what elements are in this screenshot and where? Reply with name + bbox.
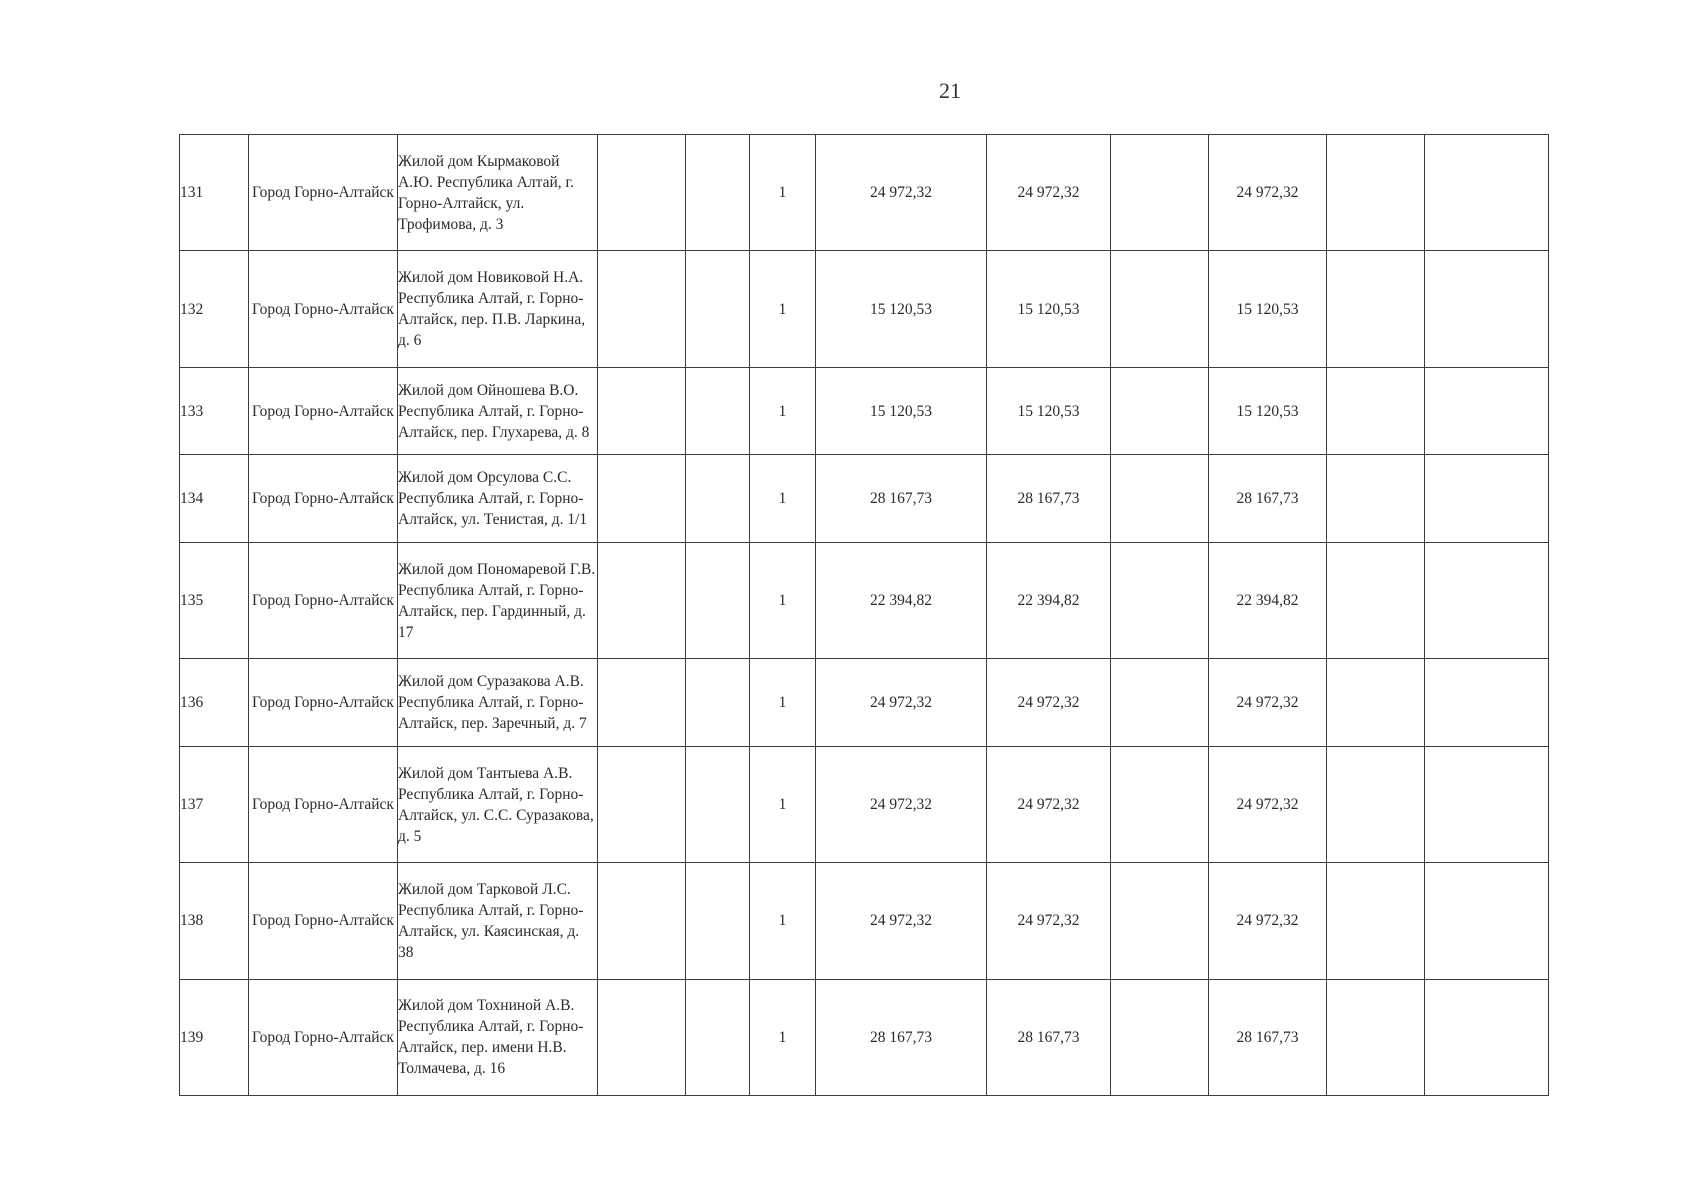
empty-cell-9 xyxy=(1111,542,1209,658)
row-number: 135 xyxy=(180,542,249,658)
empty-cell-4 xyxy=(598,863,686,979)
empty-cell-9 xyxy=(1111,979,1209,1095)
object-cell: Жилой дом Новиковой Н.А. Республика Алтай, г. Горно-Алтайск, пер. П.В. Ларкина, д. 6 xyxy=(398,251,598,367)
object-cell: Жилой дом Ойношева В.О. Республика Алтай, г. Горно-Алтайск, пер. Глухарева, д. 8 xyxy=(398,367,598,455)
amount-b-cell: 24 972,32 xyxy=(987,135,1111,251)
amount-c-cell: 24 972,32 xyxy=(1209,863,1327,979)
count-cell: 1 xyxy=(750,135,816,251)
amount-a-cell: 28 167,73 xyxy=(816,979,987,1095)
municipality-cell: Город Горно-Алтайск xyxy=(249,542,398,658)
empty-cell-4 xyxy=(598,542,686,658)
empty-cell-4 xyxy=(598,979,686,1095)
empty-cell-12 xyxy=(1425,135,1549,251)
empty-cell-4 xyxy=(598,251,686,367)
count-cell: 1 xyxy=(750,455,816,543)
object-cell: Жилой дом Орсулова С.С. Республика Алтай, г. Горно-Алтайск, ул. Тенистая, д. 1/1 xyxy=(398,455,598,543)
amount-a-cell: 15 120,53 xyxy=(816,367,987,455)
table-row xyxy=(180,863,1549,979)
empty-cell-12 xyxy=(1425,367,1549,455)
empty-cell-12 xyxy=(1425,251,1549,367)
empty-cell-5 xyxy=(686,746,750,862)
page-number: 21 xyxy=(939,78,961,103)
amount-c-cell: 28 167,73 xyxy=(1209,979,1327,1095)
count-cell: 1 xyxy=(750,746,816,862)
municipality-cell: Город Горно-Алтайск xyxy=(249,367,398,455)
empty-cell-5 xyxy=(686,542,750,658)
amount-c-cell: 24 972,32 xyxy=(1209,135,1327,251)
object-cell: Жилой дом Тантыева А.В. Республика Алтай, г. Горно-Алтайск, ул. С.С. Суразакова, д. 5 xyxy=(398,746,598,862)
empty-cell-11 xyxy=(1327,251,1425,367)
empty-cell-5 xyxy=(686,863,750,979)
empty-cell-11 xyxy=(1327,746,1425,862)
empty-cell-5 xyxy=(686,979,750,1095)
empty-cell-5 xyxy=(686,367,750,455)
municipality-cell: Город Горно-Алтайск xyxy=(249,455,398,543)
row-number: 134 xyxy=(180,455,249,543)
municipality-cell: Город Горно-Алтайск xyxy=(249,746,398,862)
empty-cell-12 xyxy=(1425,455,1549,543)
row-number: 137 xyxy=(180,746,249,862)
object-cell: Жилой дом Пономаревой Г.В. Республика Алтай, г. Горно-Алтайск, пер. Гардинный, д. 17 xyxy=(398,542,598,658)
row-number: 138 xyxy=(180,863,249,979)
empty-cell-12 xyxy=(1425,979,1549,1095)
table-row xyxy=(180,367,1549,455)
municipality-cell: Город Горно-Алтайск xyxy=(249,135,398,251)
object-cell: Жилой дом Тохниной А.В. Республика Алтай, г. Горно-Алтайск, пер. имени Н.В. Толмачева, д. 16 xyxy=(398,979,598,1095)
table-row xyxy=(180,542,1549,658)
municipality-cell: Город Горно-Алтайск xyxy=(249,251,398,367)
count-cell: 1 xyxy=(750,979,816,1095)
table-row xyxy=(180,251,1549,367)
empty-cell-5 xyxy=(686,455,750,543)
empty-cell-4 xyxy=(598,135,686,251)
empty-cell-11 xyxy=(1327,863,1425,979)
amount-a-cell: 24 972,32 xyxy=(816,746,987,862)
amount-c-cell: 15 120,53 xyxy=(1209,367,1327,455)
empty-cell-11 xyxy=(1327,979,1425,1095)
row-number: 136 xyxy=(180,659,249,747)
amount-c-cell: 28 167,73 xyxy=(1209,455,1327,543)
amount-a-cell: 24 972,32 xyxy=(816,863,987,979)
count-cell: 1 xyxy=(750,863,816,979)
empty-cell-9 xyxy=(1111,251,1209,367)
object-cell: Жилой дом Тарковой Л.С. Республика Алтай, г. Горно-Алтайск, ул. Каясинская, д. 38 xyxy=(398,863,598,979)
municipality-cell: Город Горно-Алтайск xyxy=(249,979,398,1095)
amount-c-cell: 15 120,53 xyxy=(1209,251,1327,367)
table-row xyxy=(180,455,1549,543)
row-number: 132 xyxy=(180,251,249,367)
object-cell: Жилой дом Кырмаковой А.Ю. Республика Алтай, г. Горно-Алтайск, ул. Трофимова, д. 3 xyxy=(398,135,598,251)
empty-cell-12 xyxy=(1425,746,1549,862)
empty-cell-11 xyxy=(1327,455,1425,543)
empty-cell-9 xyxy=(1111,863,1209,979)
empty-cell-12 xyxy=(1425,542,1549,658)
amount-c-cell: 24 972,32 xyxy=(1209,746,1327,862)
count-cell: 1 xyxy=(750,251,816,367)
amount-c-cell: 24 972,32 xyxy=(1209,659,1327,747)
amount-b-cell: 22 394,82 xyxy=(987,542,1111,658)
amount-c-cell: 22 394,82 xyxy=(1209,542,1327,658)
row-number: 131 xyxy=(180,135,249,251)
empty-cell-11 xyxy=(1327,135,1425,251)
table-row xyxy=(180,135,1549,251)
amount-a-cell: 22 394,82 xyxy=(816,542,987,658)
amount-b-cell: 15 120,53 xyxy=(987,251,1111,367)
empty-cell-4 xyxy=(598,746,686,862)
municipality-cell: Город Горно-Алтайск xyxy=(249,863,398,979)
registry-table xyxy=(179,134,1549,1096)
count-cell: 1 xyxy=(750,659,816,747)
amount-a-cell: 28 167,73 xyxy=(816,455,987,543)
municipality-cell: Город Горно-Алтайск xyxy=(249,659,398,747)
empty-cell-11 xyxy=(1327,542,1425,658)
empty-cell-9 xyxy=(1111,455,1209,543)
empty-cell-5 xyxy=(686,135,750,251)
count-cell: 1 xyxy=(750,542,816,658)
empty-cell-11 xyxy=(1327,367,1425,455)
amount-b-cell: 28 167,73 xyxy=(987,455,1111,543)
empty-cell-9 xyxy=(1111,659,1209,747)
row-number: 139 xyxy=(180,979,249,1095)
empty-cell-9 xyxy=(1111,367,1209,455)
amount-b-cell: 24 972,32 xyxy=(987,659,1111,747)
table-row xyxy=(180,659,1549,747)
object-cell: Жилой дом Суразакова А.В. Республика Алтай, г. Горно-Алтайск, пер. Заречный, д. 7 xyxy=(398,659,598,747)
amount-b-cell: 28 167,73 xyxy=(987,979,1111,1095)
amount-b-cell: 24 972,32 xyxy=(987,863,1111,979)
table-row xyxy=(180,979,1549,1095)
amount-b-cell: 15 120,53 xyxy=(987,367,1111,455)
empty-cell-9 xyxy=(1111,746,1209,862)
amount-a-cell: 24 972,32 xyxy=(816,135,987,251)
row-number: 133 xyxy=(180,367,249,455)
empty-cell-9 xyxy=(1111,135,1209,251)
table-row xyxy=(180,746,1549,862)
amount-b-cell: 24 972,32 xyxy=(987,746,1111,862)
empty-cell-5 xyxy=(686,251,750,367)
amount-a-cell: 15 120,53 xyxy=(816,251,987,367)
empty-cell-4 xyxy=(598,659,686,747)
empty-cell-4 xyxy=(598,367,686,455)
empty-cell-11 xyxy=(1327,659,1425,747)
empty-cell-4 xyxy=(598,455,686,543)
count-cell: 1 xyxy=(750,367,816,455)
empty-cell-5 xyxy=(686,659,750,747)
amount-a-cell: 24 972,32 xyxy=(816,659,987,747)
empty-cell-12 xyxy=(1425,863,1549,979)
empty-cell-12 xyxy=(1425,659,1549,747)
table-body xyxy=(180,135,1549,1096)
